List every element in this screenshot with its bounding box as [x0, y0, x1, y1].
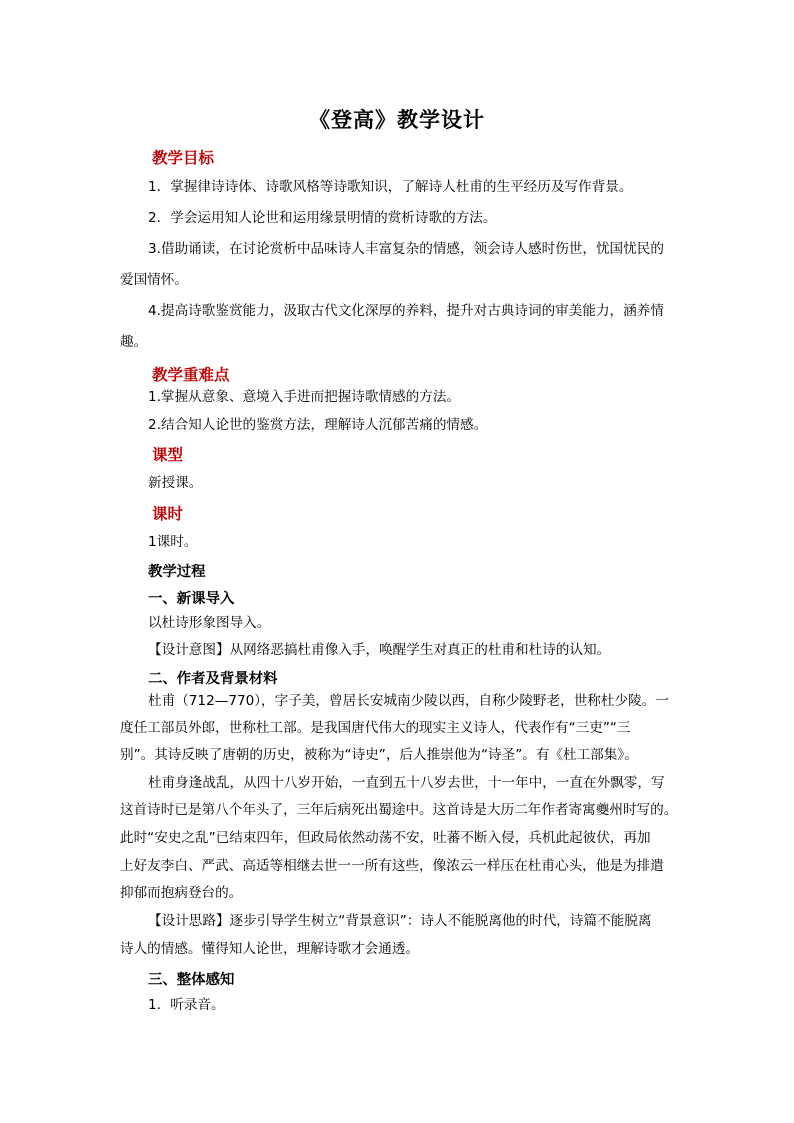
heading-key-points: 教学重难点 [152, 366, 230, 384]
design-thinking-line2: 诗人的情感。懂得知人论世，理解诗歌才会通透。 [120, 941, 420, 957]
author-para2-line2: 这首诗时已是第八个年头了，三年后病死出蜀途中。这首诗是大历二年作者寄寓夔州时写的。 [120, 802, 678, 818]
objective-3-line1: 3.借助诵读，在讨论赏析中品味诗人丰富复杂的情感，领会诗人感时伤世，忧国忧民的 [148, 241, 664, 257]
heading-author-background: 二、作者及背景材料 [148, 671, 278, 687]
heading-overall-perception: 三、整体感知 [148, 972, 235, 988]
author-para2-line4: 上好友李白、严武、高适等相继去世一一所有这些，像浓云一样压在杜甫心头，他是为排遣 [120, 858, 664, 874]
key-point-1: 1.掌握从意象、意境入手进而把握诗歌情感的方法。 [148, 389, 461, 405]
page-title: 《登高》教学设计 [309, 107, 485, 132]
perception-item-1: 1．听录音。 [148, 997, 225, 1013]
author-para1-line2: 度任工部员外郎，世称杜工部。是我国唐代伟大的现实主义诗人，代表作有“三吏”“三 [120, 720, 631, 736]
objective-4-line2: 趣。 [120, 334, 148, 350]
objective-1: 1．掌握律诗诗体、诗歌风格等诗歌知识，了解诗人杜甫的生平经历及写作背景。 [148, 179, 633, 195]
design-thinking-line1: 【设计思路】逐步引导学生树立“背景意识”：诗人不能脱离他的时代，诗篇不能脱离 [148, 913, 652, 929]
objective-3-line2: 爱国情怀。 [120, 272, 188, 288]
new-lesson-text: 以杜诗形象图导入。 [148, 615, 271, 631]
heading-new-lesson: 一、新课导入 [148, 591, 235, 607]
design-intent: 【设计意图】从网络恶搞杜甫像入手，唤醒学生对真正的杜甫和杜诗的认知。 [148, 642, 611, 658]
author-para2-line1: 杜甫身逢战乱，从四十八岁开始，一直到五十八岁去世，十一年中，一直在外飘零，写 [148, 775, 665, 791]
hours-text: 1课时。 [148, 534, 198, 550]
author-para1-line3: 别”。其诗反映了唐朝的历史，被称为“诗史”，后人推崇他为“诗圣”。有《杜工部集》。 [120, 747, 638, 763]
heading-process: 教学过程 [148, 564, 206, 580]
objective-4-line1: 4.提高诗歌鉴赏能力，汲取古代文化深厚的养料，提升对古典诗词的审美能力，涵养情 [148, 303, 664, 319]
key-point-2: 2.结合知人论世的鉴赏方法，理解诗人沉郁苦痛的情感。 [148, 417, 488, 433]
author-para2-line5: 抑郁而抱病登台的。 [120, 885, 243, 901]
objective-2: 2．学会运用知人论世和运用缘景明情的赏析诗歌的方法。 [148, 210, 497, 226]
lesson-type-text: 新授课。 [148, 475, 203, 491]
author-para2-line3: 此时“安史之乱”已结束四年，但政局依然动荡不安，吐蕃不断入侵，兵机此起彼伏，再加 [120, 830, 651, 846]
heading-objectives: 教学目标 [152, 149, 215, 167]
author-para1-line1: 杜甫（712—770），字子美，曾居长安城南少陵以西，自称少陵野老，世称杜少陵。一 [148, 693, 669, 709]
heading-lesson-type: 课型 [152, 446, 184, 464]
heading-hours: 课时 [152, 505, 184, 523]
